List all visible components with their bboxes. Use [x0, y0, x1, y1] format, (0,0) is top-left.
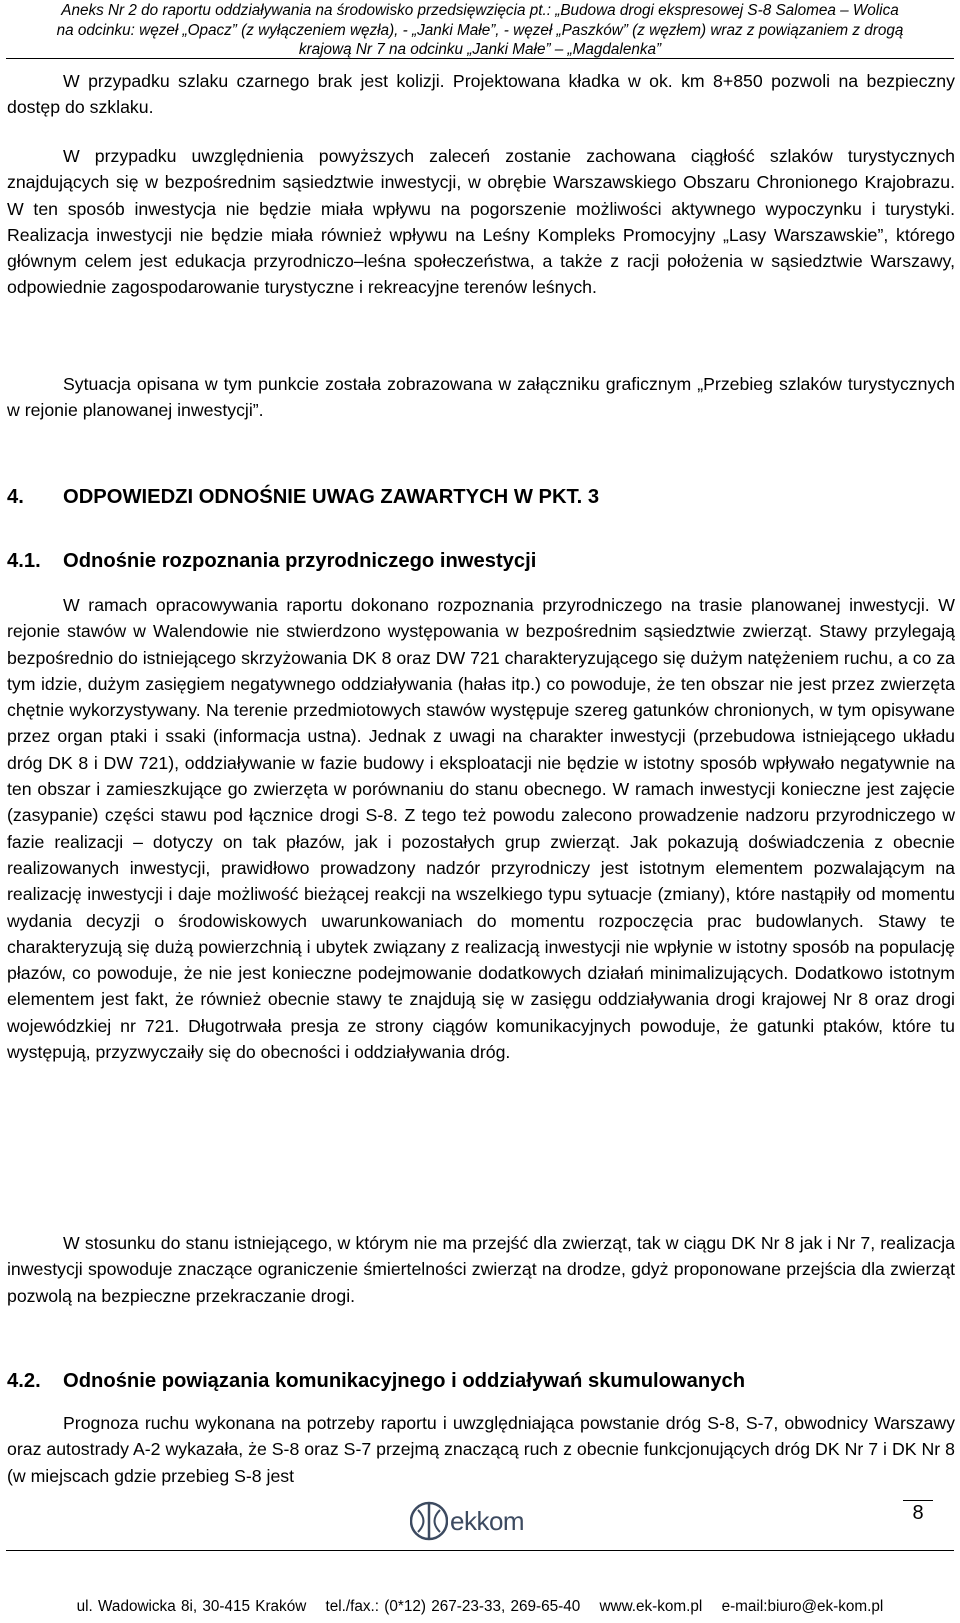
- page-number-divider: [903, 1500, 933, 1501]
- paragraph-animal-crossings: W stosunku do stanu istniejącego, w którym nie ma przejść dla zwierząt, tak w ciągu DK Nr 8 jak i Nr 7, realizacja inwestycji spowoduje znaczące ograniczenie śmiertelności zwierząt na drodze, gdyż proponowane przejścia dla zwierząt pozwolą na bezpieczne przekraczanie drogi.: [7, 1233, 955, 1306]
- section-number: 4.1.: [7, 550, 41, 572]
- section-title: Odnośnie rozpoznania przyrodniczego inwestycji: [63, 550, 537, 572]
- company-logo: [410, 1498, 542, 1544]
- logo-emblem-icon: [410, 1498, 448, 1544]
- header-line-3: krajową Nr 7 na odcinku „Janki Małe” – „Magdalenka”: [298, 41, 662, 58]
- section-title: Odnośnie powiązania komunikacyjnego i oddziaływań skumulowanych: [63, 1370, 746, 1392]
- footer-divider: [6, 1550, 954, 1551]
- paragraph-natural-survey: W ramach opracowywania raportu dokonano rozpoznania przyrodniczego na trasie planowanej inwestycji. W rejonie stawów w Walendowie nie stwierdzono występowania w bezpośrednim sąsiedztwie zwierząt. Stawy przylegają bezpośrednio do istniejącego skrzyżowania DK 8 oraz DW 721 charakteryzującego się dużym natężeniem ruchu, a co za tym idzie, dużym zasięgiem negatywnego oddziaływania (hałas itp.) co powoduje, że ten obszar nie jest przez zwierzęta chętnie wykorzystywany. Na terenie przedmiotowych stawów występuje szereg gatunków chronionych, w tym opisywane przez organ ptaki i ssaki (informacja ustna). Jednak z uwagi na charakter inwestycji (przebudowa istniejącego układu dróg DK 8 i DW 721), oddziaływanie w fazie budowy i eksploatacji nie będzie w istotny sposób wpływało negatywnie na ten obszar i zamieszkujące go zwierzęta w porównaniu do stanu obecnego. W ramach inwestycji konieczne jest zajęcie (zasypanie) części stawu pod łącznice drogi S-8. Z tego też powodu zalecono prowadzenie nadzoru przyrodniczego w fazie realizacji – dotyczy on tak płazów, jak i pozostałych grup zwierząt. Jak pokazują doświadczenia z obecnie realizowanych inwestycji, prawidłowo prowadzony nadzór przyrodniczy jest istotnym elementem pozwalającym na realizację inwestycji i daje możliwość bieżącej reakcji na wszelkiego typu sytuacje (zmiany), które nastąpiły od momentu wydania decyzji o środowiskowych uwarunkowaniach do momentu rozpoczęcia prac budowlanych. Stawy te charakteryzują się dużą powierzchnią i ubytek związany z realizacją inwestycji nie wpłynie w istotny sposób na populację płazów, co powoduje, że nie jest konieczne podejmowanie dodatkowych działań minimalizujących. Dodatkowo istotnym elementem jest fakt, że również obecnie stawy te znajdują się w zasięgu oddziaływania drogi krajowej Nr 8 oraz drogi wojewódzkiej nr 721. Długotrwała presja ze strony ciągów komunikacyjnych powoduje, że gatunki ptaków, które tu występują, przyzwyczaiły się do obecności i oddziaływania dróg.: [7, 595, 955, 1063]
- header-divider: [6, 58, 954, 59]
- logo-wordmark: ekkom: [450, 1506, 525, 1536]
- footer-email[interactable]: e-mail:biuro@ek-kom.pl: [721, 1598, 884, 1615]
- document-header: [0, 0, 960, 57]
- page-number: 8: [912, 1502, 924, 1524]
- paragraph-traffic-forecast: Prognoza ruchu wykonana na potrzeby raportu i uwzględniająca powstanie dróg S-8, S-7, obwodnicy Warszawy oraz autostrady A-2 wykazała, że S-8 oraz S-7 przejmą znaczącą ruch z obecnie funkcjonujących dróg DK Nr 7 i DK Nr 8 (w miejscach gdzie przebieg S-8 jest: [7, 1413, 955, 1486]
- header-line-2: na odcinku: węzeł „Opacz” (z wyłączeniem węzła), - „Janki Małe”, - węzeł „Paszków” (z węzłem) wraz z powiązaniem z drogą: [56, 21, 904, 39]
- section-heading-4-2: [7, 1370, 745, 1393]
- document-footer: [0, 1598, 960, 1616]
- section-heading-4-1: [7, 550, 536, 573]
- paragraph-black-trail: W przypadku szlaku czarnego brak jest kolizji. Projektowana kładka w ok. km 8+850 pozwoli na bezpieczny dostęp do szklaku.: [7, 71, 955, 118]
- header-line-1: Aneks Nr 2 do raportu oddziaływania na środowisko przedsięwzięcia pt.: „Budowa drogi ekspresowej S-8 Salomea – Wolica: [61, 2, 899, 19]
- footer-address: ul. Wadowicka 8i, 30-415 Kraków: [76, 1598, 307, 1615]
- section-number: 4.2.: [7, 1370, 41, 1392]
- section-title: ODPOWIEDZI ODNOŚNIE UWAG ZAWARTYCH W PKT. 3: [63, 486, 600, 508]
- section-number: 4.: [7, 486, 24, 508]
- paragraph-attachment-reference: Sytuacja opisana w tym punkcie została zobrazowana w załączniku graficznym „Przebieg szlaków turystycznych w rejonie planowanej inwestycji”.: [7, 374, 955, 421]
- paragraph-trail-continuity: W przypadku uwzględnienia powyższych zaleceń zostanie zachowana ciągłość szlaków turystycznych znajdujących się w bezpośrednim sąsiedztwie inwestycji, w obrębie Warszawskiego Obszaru Chronionego Krajobrazu. W ten sposób inwestycja nie będzie miała wpływu na pogorszenie możliwości aktywnego wypoczynku i turystyki. Realizacja inwestycji nie będzie miała również wpływu na Leśny Kompleks Promocyjny „Lasy Warszawskie”, którego głównym celem jest edukacja przyrodniczo–leśna społeczeństwa, a także z racji położenia w sąsiedztwie Warszawy, odpowiednie zagospodarowanie turystyczne i rekreacyjne terenów leśnych.: [7, 146, 955, 298]
- footer-phone: tel./fax.: (0*12) 267-23-33, 269-65-40: [325, 1598, 581, 1615]
- footer-website[interactable]: www.ek-kom.pl: [599, 1598, 703, 1615]
- section-heading-4: [7, 486, 599, 509]
